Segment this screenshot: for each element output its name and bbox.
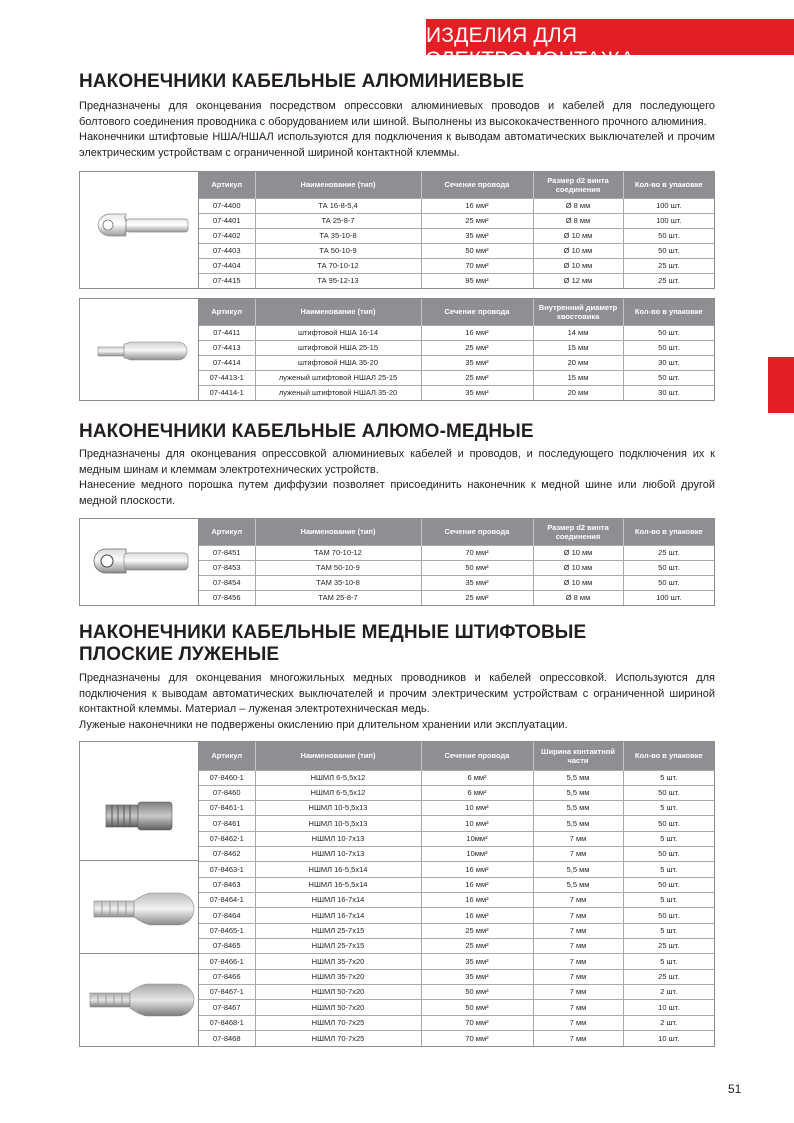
table-pin-lugs: [79, 298, 715, 401]
table-cell: 35 мм²: [421, 575, 533, 590]
table-cell: 07-4401: [199, 213, 255, 228]
col-header: Артикул: [199, 299, 255, 325]
table-cell: 7 мм: [533, 985, 623, 1000]
table-cell: Ø 10 мм: [533, 258, 623, 273]
table-cell: 07-8466-1: [199, 954, 255, 969]
table-cell: Ø 10 мм: [533, 560, 623, 575]
table-cell: 50 мм²: [421, 243, 533, 258]
table-aluminium-lugs: [79, 171, 715, 289]
table-cell: 50 шт.: [623, 575, 714, 590]
table-cell: 07-8467-1: [199, 985, 255, 1000]
col-header: Размер d2 винта соединения: [533, 172, 623, 198]
col-header: Кол-во в упаковке: [623, 299, 714, 325]
table-cell: 70 мм²: [421, 258, 533, 273]
col-header: Кол-во в упаковке: [623, 172, 714, 198]
aluminium-lug-image: [80, 172, 198, 288]
table-cell: 5,5 мм: [533, 801, 623, 816]
table-row: [199, 985, 714, 1000]
table-cell: 07-4414: [199, 355, 255, 370]
table-cell: 25 шт.: [623, 258, 714, 273]
table-row: [199, 325, 714, 340]
table-cell: 30 шт.: [623, 385, 714, 400]
col-header: Наименование (тип): [255, 742, 421, 770]
table-cell: НШМЛ 16-5,5х14: [255, 862, 421, 877]
table-cell: Ø 8 мм: [533, 590, 623, 605]
table-cell: 07-8463: [199, 877, 255, 892]
table-cell: 7 мм: [533, 969, 623, 984]
table-row: [199, 1031, 714, 1046]
table-cell: 100 шт.: [623, 198, 714, 213]
table-cell: 2 шт.: [623, 1015, 714, 1030]
table-row: [199, 370, 714, 385]
table-row: [199, 258, 714, 273]
table-cell: 16 мм²: [421, 877, 533, 892]
section3-paragraph: Предназначены для оконцевания многожильных медных проводников и кабелей опрессовкой. Используются для подключения к выводам автоматических выключателей и прочим электрическим устройствам с ограниченной шириной контактной клеммы. Материал – луженая электротехническая медь.: [79, 672, 715, 715]
table-cell: 07-8464-1: [199, 893, 255, 908]
table-cell: луженый штифтовой НШАЛ 25-15: [255, 370, 421, 385]
col-header: Сечение провода: [421, 172, 533, 198]
table-cell: 07-8467: [199, 1000, 255, 1015]
col-header: Сечение провода: [421, 519, 533, 545]
table-cell: 07-8463-1: [199, 862, 255, 877]
table-cell: 30 шт.: [623, 355, 714, 370]
table-cell: 6 мм²: [421, 785, 533, 800]
table-cell: 10 мм²: [421, 801, 533, 816]
table-row: [199, 831, 714, 846]
section3-title-line2: ПЛОСКИЕ ЛУЖЕНЫЕ: [79, 644, 280, 665]
banner-bar: [426, 19, 794, 71]
table-row: [199, 770, 714, 785]
table-cell: 07-8462-1: [199, 831, 255, 846]
table-cell: 07-8468: [199, 1031, 255, 1046]
table-cell: 10 мм²: [421, 816, 533, 831]
table-cell: 07-8451: [199, 545, 255, 560]
section3-title-line1: НАКОНЕЧНИКИ КАБЕЛЬНЫЕ МЕДНЫЕ ШТИФТОВЫЕ: [79, 622, 587, 643]
table-cell: ТА 70-10-12: [255, 258, 421, 273]
col-header: Сечение провода: [421, 742, 533, 770]
table-row: [199, 1015, 714, 1030]
table-row: [199, 908, 714, 923]
section2-title: НАКОНЕЧНИКИ КАБЕЛЬНЫЕ АЛЮМО-МЕДНЫЕ: [79, 421, 534, 442]
data-table: [199, 742, 714, 1046]
table-cell: 50 шт.: [623, 370, 714, 385]
section2-text: [79, 447, 715, 509]
product-image-cell: [80, 299, 199, 400]
table-cell: 7 мм: [533, 831, 623, 846]
table-cell: 07-8465: [199, 939, 255, 954]
table-cell: 7 мм: [533, 908, 623, 923]
table-cell: Ø 10 мм: [533, 243, 623, 258]
table-cell: 70 мм²: [421, 1015, 533, 1030]
table-cell: 07-4411: [199, 325, 255, 340]
section2-paragraph: Нанесение медного порошка путем диффузии позволяет присоединить наконечник к медной шине или любой другой медной плоскости.: [79, 479, 715, 507]
table-cell: НШМЛ 10-5,5х13: [255, 801, 421, 816]
table-row: [199, 545, 714, 560]
table-cell: 35 мм²: [421, 954, 533, 969]
table-cell: 10 шт.: [623, 1031, 714, 1046]
col-header: Кол-во в упаковке: [623, 519, 714, 545]
table-cell: 25 мм²: [421, 340, 533, 355]
table-cell: ТАМ 25-8-7: [255, 590, 421, 605]
table-cell: Ø 10 мм: [533, 228, 623, 243]
table-cell: 50 мм²: [421, 560, 533, 575]
table-cell: 35 мм²: [421, 355, 533, 370]
table-cell: НШМЛ 10-5,5х13: [255, 816, 421, 831]
table-cell: 5 шт.: [623, 893, 714, 908]
section1-title: НАКОНЕЧНИКИ КАБЕЛЬНЫЕ АЛЮМИНИЕВЫЕ: [79, 71, 525, 92]
table-row: [199, 939, 714, 954]
table-cell: 07-8456: [199, 590, 255, 605]
table-cell: 25 шт.: [623, 969, 714, 984]
table-cell: НШМЛ 70-7х25: [255, 1015, 421, 1030]
copper-pin-lug-large-image: [80, 954, 198, 1049]
table-cell: 07-8453: [199, 560, 255, 575]
table-cell: 50 шт.: [623, 908, 714, 923]
copper-pin-lug-small-image: [80, 770, 198, 860]
col-header: Наименование (тип): [255, 299, 421, 325]
table-cell: 7 мм: [533, 923, 623, 938]
table-row: [199, 355, 714, 370]
table-cell: 5 шт.: [623, 770, 714, 785]
table-cell: 07-4403: [199, 243, 255, 258]
image-group: [80, 860, 199, 953]
table-cell: 95 мм²: [421, 273, 533, 288]
table-cell: 100 шт.: [623, 590, 714, 605]
section3-paragraph: Луженые наконечники не подвержены окислению при длительном хранении или эксплуатации.: [79, 718, 568, 731]
table-cell: 5 шт.: [623, 801, 714, 816]
table-row: [199, 969, 714, 984]
table-cell: 5,5 мм: [533, 770, 623, 785]
col-header: Артикул: [199, 742, 255, 770]
table-cell: 16 мм²: [421, 325, 533, 340]
table-cell: 25 шт.: [623, 273, 714, 288]
table-cell: 50 мм²: [421, 985, 533, 1000]
section1-paragraph: Наконечники штифтовые НША/НШАЛ используются для подключения к выводам автоматических выключателей и прочим электрическим устройствам с ограниченной шириной контактной клеммы.: [79, 131, 715, 159]
table-cell: штифтовой НША 16-14: [255, 325, 421, 340]
table-row: [199, 213, 714, 228]
table-cell: Ø 8 мм: [533, 213, 623, 228]
table-cell: 16 мм²: [421, 198, 533, 213]
table-cell: 25 шт.: [623, 545, 714, 560]
table-cell: 50 шт.: [623, 816, 714, 831]
table-row: [199, 243, 714, 258]
table-cell: 5 шт.: [623, 831, 714, 846]
table-cell: ТА 25-8-7: [255, 213, 421, 228]
table-cell: 5,5 мм: [533, 785, 623, 800]
table-cell: НШМЛ 50-7х20: [255, 1000, 421, 1015]
table-cell: 7 мм: [533, 1015, 623, 1030]
table-cell: 25 мм²: [421, 370, 533, 385]
table-cell: 10мм²: [421, 847, 533, 862]
table-cell: 50 шт.: [623, 785, 714, 800]
table-cell: 07-4402: [199, 228, 255, 243]
table-cell: ТА 95-12-13: [255, 273, 421, 288]
section2-paragraph: Предназначены для оконцевания опрессовкой алюминиевых кабелей и проводов, и последующего подключения их к медным шинам и клеммам электротехнических устройств.: [79, 448, 715, 476]
table-cell: НШМЛ 16-7х14: [255, 908, 421, 923]
table-cell: 25 мм²: [421, 923, 533, 938]
table-cell: 10мм²: [421, 831, 533, 846]
table-cell: 16 мм²: [421, 893, 533, 908]
table-row: [199, 954, 714, 969]
table-cell: 35 мм²: [421, 228, 533, 243]
product-image-cell: [80, 172, 199, 288]
table-cell: луженый штифтовой НШАЛ 35-20: [255, 385, 421, 400]
table-row: [199, 862, 714, 877]
table-cell: 70 мм²: [421, 545, 533, 560]
table-cell: 6 мм²: [421, 770, 533, 785]
table-cell: 100 шт.: [623, 213, 714, 228]
table-cell: 15 мм: [533, 370, 623, 385]
table-cell: Ø 10 мм: [533, 545, 623, 560]
table-cell: Ø 8 мм: [533, 198, 623, 213]
table-cell: ТАМ 50-10-9: [255, 560, 421, 575]
table-cell: 15 мм: [533, 340, 623, 355]
table-cell: 07-4400: [199, 198, 255, 213]
table-cell: НШМЛ 10-7х13: [255, 831, 421, 846]
table-cell: 35 мм²: [421, 385, 533, 400]
table-cell: 20 мм: [533, 355, 623, 370]
table-cell: 07-4413: [199, 340, 255, 355]
alu-copper-lug-image: [80, 519, 198, 605]
table-cell: ТАМ 70-10-12: [255, 545, 421, 560]
table-cell: 07-4415: [199, 273, 255, 288]
table-cell: 50 шт.: [623, 847, 714, 862]
table-row: [199, 340, 714, 355]
col-header: Сечение провода: [421, 299, 533, 325]
table-cell: 07-8461: [199, 816, 255, 831]
product-image-cell: [80, 519, 199, 605]
table-cell: 50 мм²: [421, 1000, 533, 1015]
col-header: Наименование (тип): [255, 519, 421, 545]
table-cell: 07-8460-1: [199, 770, 255, 785]
product-image-cell: [80, 742, 199, 1046]
table-cell: 50 шт.: [623, 560, 714, 575]
table-cell: 50 шт.: [623, 243, 714, 258]
table-row: [199, 228, 714, 243]
table-cell: НШМЛ 25-7х15: [255, 923, 421, 938]
table-cell: НШМЛ 35-7х20: [255, 954, 421, 969]
table-cell: 07-4414-1: [199, 385, 255, 400]
table-row: [199, 273, 714, 288]
image-group: [80, 770, 199, 860]
table-cell: НШМЛ 6-5,5х12: [255, 770, 421, 785]
table-cell: 5 шт.: [623, 954, 714, 969]
table-cell: 7 мм: [533, 847, 623, 862]
banner-title: ИЗДЕЛИЯ ДЛЯ ЭЛЕКТРОМОНТАЖА: [426, 24, 635, 71]
table-cell: 70 мм²: [421, 1031, 533, 1046]
table-cell: ТАМ 35-10-8: [255, 575, 421, 590]
table-cell: 5,5 мм: [533, 816, 623, 831]
col-header: Артикул: [199, 519, 255, 545]
table-cell: 07-4404: [199, 258, 255, 273]
table-cell: Ø 10 мм: [533, 575, 623, 590]
table-cell: НШМЛ 16-7х14: [255, 893, 421, 908]
table-cell: НШМЛ 25-7х15: [255, 939, 421, 954]
table-cell: 16 мм²: [421, 908, 533, 923]
page-number: 51: [728, 1082, 742, 1096]
table-row: [199, 198, 714, 213]
table-cell: 25 шт.: [623, 939, 714, 954]
table-cell: 50 шт.: [623, 325, 714, 340]
col-header: Кол-во в упаковке: [623, 742, 714, 770]
table-row: [199, 816, 714, 831]
data-table: [199, 172, 714, 288]
table-row: [199, 575, 714, 590]
table-row: [199, 560, 714, 575]
table-cell: штифтовой НША 25-15: [255, 340, 421, 355]
table-cell: 5,5 мм: [533, 877, 623, 892]
table-row: [199, 1000, 714, 1015]
table-row: [199, 893, 714, 908]
table-copper-pin-lugs: [79, 741, 715, 1047]
data-table: [199, 519, 714, 605]
table-cell: НШМЛ 35-7х20: [255, 969, 421, 984]
table-cell: 07-8464: [199, 908, 255, 923]
table-cell: 07-8460: [199, 785, 255, 800]
table-alu-copper-lugs: [79, 518, 715, 606]
image-group: [80, 953, 199, 1048]
table-cell: НШМЛ 6-5,5х12: [255, 785, 421, 800]
table-cell: 7 мм: [533, 1031, 623, 1046]
col-header: Внутренний диаметр хвостовика: [533, 299, 623, 325]
table-cell: НШМЛ 10-7х13: [255, 847, 421, 862]
table-cell: 16 мм²: [421, 862, 533, 877]
table-cell: 5,5 мм: [533, 862, 623, 877]
pin-lug-image: [80, 299, 198, 400]
table-cell: штифтовой НША 35-20: [255, 355, 421, 370]
table-cell: 50 шт.: [623, 340, 714, 355]
table-cell: ТА 16-8-5,4: [255, 198, 421, 213]
table-cell: 5 шт.: [623, 923, 714, 938]
section3-text: [79, 671, 715, 733]
table-cell: 5 шт.: [623, 862, 714, 877]
table-row: [199, 801, 714, 816]
table-row: [199, 923, 714, 938]
side-tab-marker: [768, 357, 794, 413]
table-cell: 20 мм: [533, 385, 623, 400]
table-cell: НШМЛ 50-7х20: [255, 985, 421, 1000]
table-row: [199, 590, 714, 605]
table-cell: 07-8454: [199, 575, 255, 590]
table-cell: 7 мм: [533, 954, 623, 969]
col-header: Артикул: [199, 172, 255, 198]
table-cell: 10 шт.: [623, 1000, 714, 1015]
table-cell: 7 мм: [533, 893, 623, 908]
data-table: [199, 299, 714, 400]
table-cell: 25 мм²: [421, 213, 533, 228]
table-row: [199, 385, 714, 400]
table-cell: 07-8466: [199, 969, 255, 984]
table-cell: 07-4413-1: [199, 370, 255, 385]
col-header: Наименование (тип): [255, 172, 421, 198]
table-cell: Ø 12 мм: [533, 273, 623, 288]
col-header: Размер d2 винта соединения: [533, 519, 623, 545]
table-cell: 25 мм²: [421, 939, 533, 954]
table-cell: 07-8462: [199, 847, 255, 862]
table-cell: 50 шт.: [623, 228, 714, 243]
section1-paragraph: Предназначены для оконцевания посредством опрессовки алюминиевых проводов и кабелей для последующего болтового соединения проводника с оборудованием или шиной. Выполнены из высококачественного прочного алюминия.: [79, 100, 715, 128]
table-cell: 50 шт.: [623, 877, 714, 892]
table-cell: 14 мм: [533, 325, 623, 340]
top-banner: [0, 0, 794, 71]
col-header: Ширина контактной части: [533, 742, 623, 770]
table-cell: 25 мм²: [421, 590, 533, 605]
table-cell: 07-8461-1: [199, 801, 255, 816]
table-cell: 35 мм²: [421, 969, 533, 984]
table-cell: НШМЛ 70-7х25: [255, 1031, 421, 1046]
section1-text: [79, 99, 715, 161]
table-cell: 7 мм: [533, 1000, 623, 1015]
table-row: [199, 877, 714, 892]
table-cell: 07-8465-1: [199, 923, 255, 938]
table-cell: 2 шт.: [623, 985, 714, 1000]
table-row: [199, 847, 714, 862]
table-cell: НШМЛ 16-5,5х14: [255, 877, 421, 892]
table-cell: ТА 50-10-9: [255, 243, 421, 258]
table-cell: ТА 35-10-8: [255, 228, 421, 243]
table-row: [199, 785, 714, 800]
table-cell: 7 мм: [533, 939, 623, 954]
copper-pin-lug-medium-image: [80, 861, 198, 954]
table-cell: 07-8468-1: [199, 1015, 255, 1030]
